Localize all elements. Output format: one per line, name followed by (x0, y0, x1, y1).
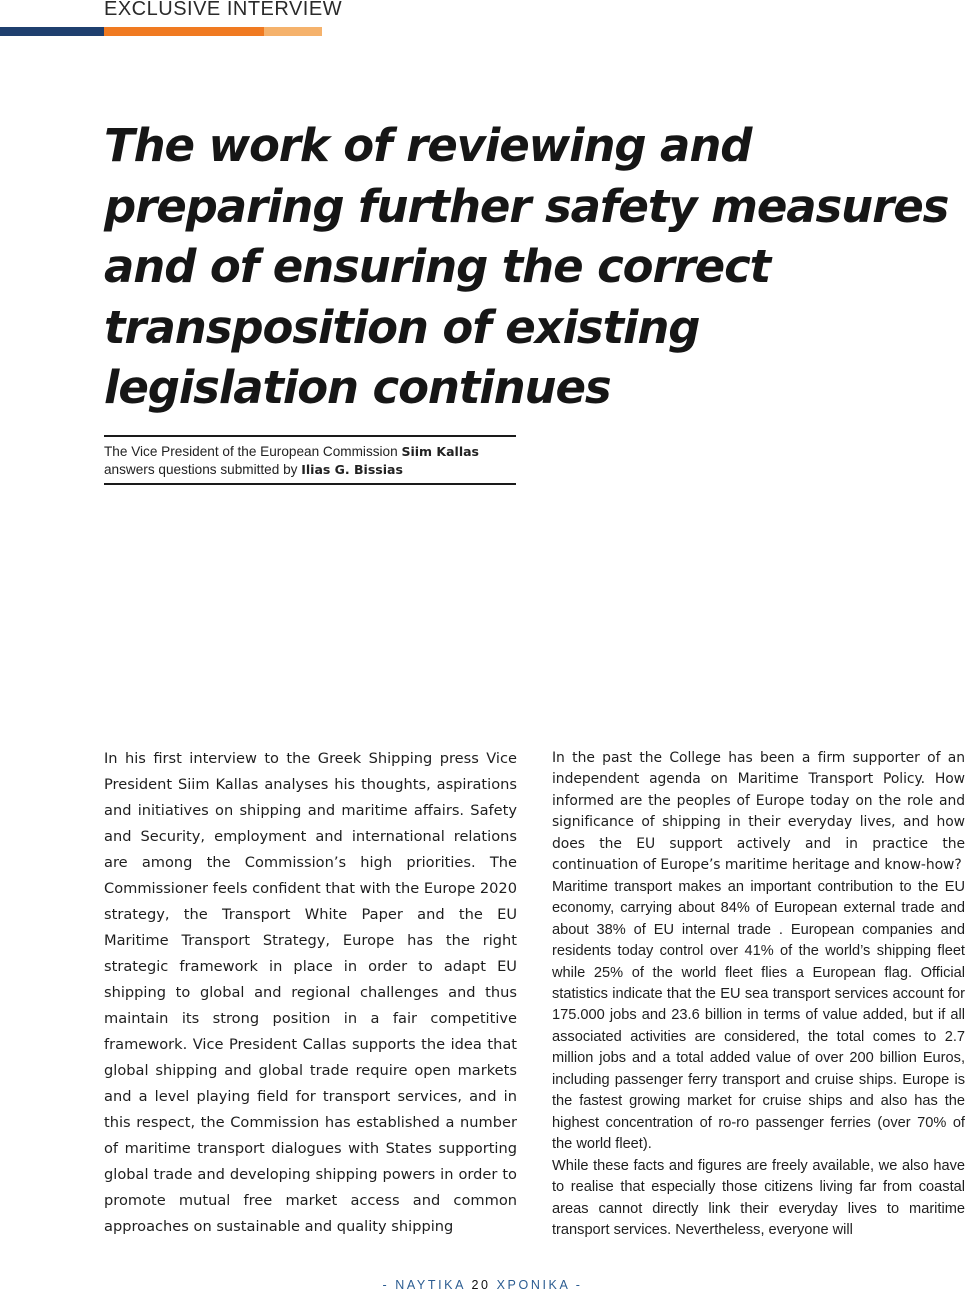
page-number: 20 (471, 1278, 491, 1292)
right-column (552, 748, 965, 1241)
article-headline: The work of reviewing and preparing further safety measures and of ensuring the correct transposition of existing legislation continues (104, 119, 949, 414)
header-bar-navy (0, 27, 104, 36)
interviewer-name: Ilias G. Bissias (301, 462, 403, 477)
footer-dash-left: - (382, 1278, 390, 1292)
byline-prefix: The Vice President of the European Commission (104, 444, 402, 459)
footer-dash-right: - (575, 1278, 583, 1292)
byline-line-1 (104, 443, 516, 461)
header-bar-light-orange (264, 27, 322, 36)
byline-prefix-2: answers questions submitted by (104, 462, 302, 477)
answer-paragraph-1: Maritime transport makes an important contribution to the EU economy, carrying about 84% of European external trade and about 38% of EU internal trade . European companies and residents today control over 41% of the world’s shipping fleet while 25% of the world fleet flies a European flag. Official statistics indicate that the EU sea transport services account for 175.000 jobs and 23.6 billion in terms of value added, but if all associated activities are considered, the total comes to 2.7 million jobs and a total added value of over 200 billion Euros, including passenger ferry transport and cruise ships. Europe is the fastest growing market for cruise ships and also has the highest concentration of ro-ro passenger ferries (over 70% of the world fleet). (552, 878, 965, 1153)
byline-line-2 (104, 461, 516, 479)
footer-publication-left: ΝΑΥΤΙΚΑ (395, 1278, 466, 1292)
intro-paragraph: In his first interview to the Greek Shipping press Vice President Siim Kallas analyses his thoughts, aspirations and initiatives on shipping and maritime affairs. Safety and Security, employment and international relations are among the Commission’s high priorities. The Commissioner feels confident that with the Europe 2020 strategy, the Transport White Paper and the EU Maritime Transport Strategy, Europe has the right strategic framework in place in order to adapt EU shipping to global and regional challenges and thus maintain its strong position in a fair competitive framework. Vice President Callas supports the idea that global shipping and global trade require open markets and a level playing field for transport services, and in this respect, the Commission has established a number of maritime transport dialogues with States supporting global trade and developing shipping powers in order to promote mutual free market access and common approaches on sustainable and quality shipping (104, 750, 517, 1235)
byline-box (104, 435, 516, 485)
answer-paragraph-2: While these facts and figures are freely available, we also have to realise that especially those citizens living far from coastal areas cannot directly link their everyday lives to maritime transport services. Nevertheless, everyone will (552, 1157, 965, 1238)
footer-publication-right: ΧΡΟΝΙΚΑ (496, 1278, 570, 1292)
section-label: EXCLUSIVE INTERVIEW (104, 0, 343, 20)
header-bar-orange (104, 27, 264, 36)
interviewee-name: Siim Kallas (401, 444, 479, 459)
interview-question: In the past the College has been a firm supporter of an independent agenda on Maritime Transport Policy. How informed are the peoples of Europe today on the role and significance of shipping in their everyday lives, and how does the EU support actively and in practice the continuation of Europe’s maritime heritage and know-how? (552, 750, 965, 874)
